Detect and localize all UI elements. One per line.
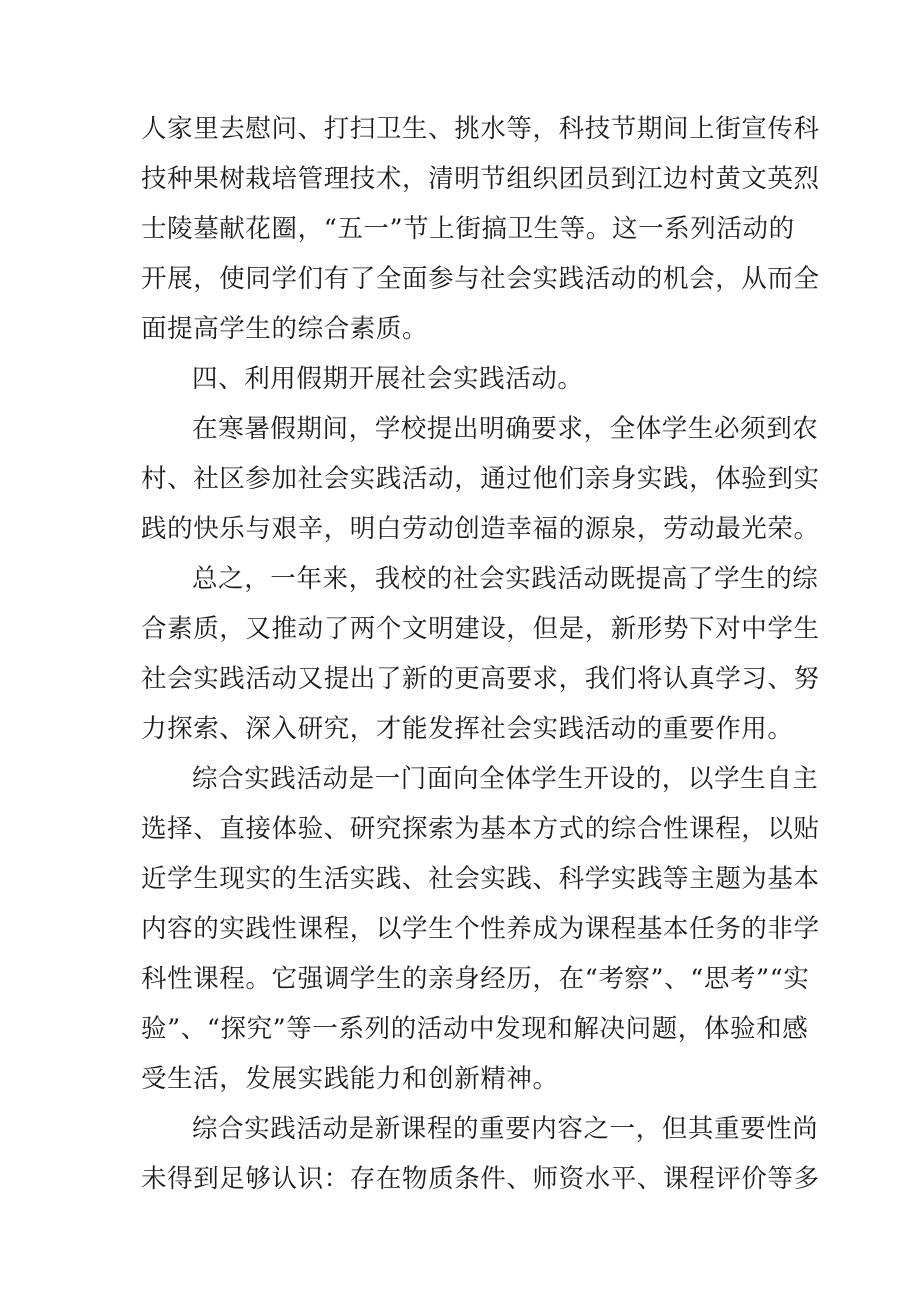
section-heading: 四、利用假期开展社会实践活动。 [192,364,584,394]
text-line: 技种果树栽培管理技术，清明节组织团员到江边村黄文英烈 [141,164,820,194]
text-line: 综合实践活动是新课程的重要内容之一，但其重要性尚 [192,1114,819,1144]
text-line: 受生活，发展实践能力和创新精神。 [141,1064,559,1094]
text-line: 科性课程。它强调学生的亲身经历，在“考察”、“思考”“实 [141,964,810,994]
text-line: 社会实践活动又提出了新的更高要求，我们将认真学习、努 [141,664,820,694]
text-line: 士陵墓献花圈，“五一”节上街搞卫生等。这一系列活动的 [141,214,795,244]
text-line: 验”、“探究”等一系列的活动中发现和解决问题，体验和感 [141,1014,809,1044]
text-line: 合素质，又推动了两个文明建设，但是，新形势下对中学生 [141,614,820,644]
text-line: 选择、直接体验、研究探索为基本方式的综合性课程，以贴 [141,814,820,844]
text-line: 未得到足够认识：存在物质条件、师资水平、课程评价等多 [141,1164,820,1194]
text-line: 力探索、深入研究，才能发挥社会实践活动的重要作用。 [141,714,794,744]
text-line: 开展，使同学们有了全面参与社会实践活动的机会，从而全 [141,264,820,294]
text-line: 近学生现实的生活实践、社会实践、科学实践等主题为基本 [141,864,820,894]
text-line: 践的快乐与艰辛，明白劳动创造幸福的源泉，劳动最光荣。 [141,514,820,544]
text-line: 村、社区参加社会实践活动，通过他们亲身实践，体验到实 [141,464,820,494]
document-body [141,104,820,1204]
text-line: 内容的实践性课程，以学生个性养成为课程基本任务的非学 [141,914,820,944]
text-line: 综合实践活动是一门面向全体学生开设的，以学生自主 [192,764,819,794]
text-line: 面提高学生的综合素质。 [141,314,429,344]
text-line: 在寒暑假期间，学校提出明确要求，全体学生必须到农 [192,414,819,444]
text-line: 人家里去慰问、打扫卫生、挑水等，科技节期间上街宣传科 [141,114,820,144]
text-line: 总之，一年来，我校的社会实践活动既提高了学生的综 [192,564,819,594]
